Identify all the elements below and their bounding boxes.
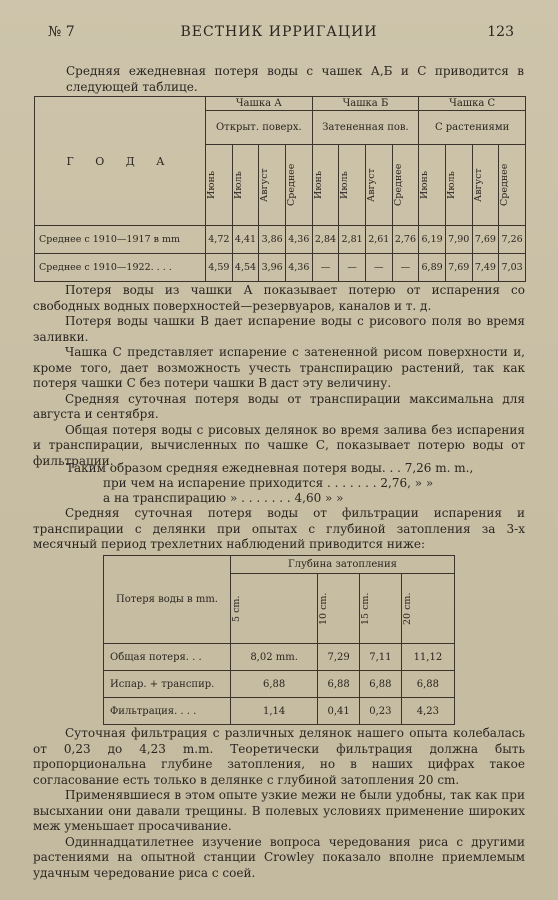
cup-b-header: Чашка Б (312, 97, 419, 111)
col-header: Июль (445, 145, 472, 226)
paragraph: Суточная фильтрация с различных делянок нашего опыта колебалась от 0,23 до 4,23 m.m. Теоретически фильтрация должна быть пропорциональна глубине затопления, но в наших цифрах такое согласование есть только в делянке с глубиной затопления 20 cm. (33, 726, 525, 787)
table-cell: 2,76 (392, 226, 419, 254)
table-cell: 2,81 (339, 226, 366, 254)
filtration-table (103, 555, 455, 725)
evaporation-table (34, 96, 526, 282)
table-cell: 0,41 (318, 698, 360, 725)
table-cell: 7,29 (318, 644, 360, 671)
table-cell: — (392, 254, 419, 282)
col-header: Среднее (392, 145, 419, 226)
summary-line-1: Таким образом средняя ежедневная потеря воды. . . 7,26 m. m., (66, 461, 474, 475)
col-header: Июль (339, 145, 366, 226)
summary-line-3: а на транспирацию » . . . . . . . 4,60 » » (103, 491, 344, 505)
table-cell: — (339, 254, 366, 282)
table-cell: 2,84 (312, 226, 339, 254)
paragraph: Потеря воды из чашки А показывает потерю от испарения со свободных водных поверхностей—резервуаров, каналов и т. д. (33, 283, 525, 313)
table-row (104, 644, 455, 671)
table-cell: 7,03 (499, 254, 526, 282)
table-cell: 7,26 (499, 226, 526, 254)
table-cell: 7,69 (445, 254, 472, 282)
depth-col-header: 10 cm. (318, 574, 360, 644)
cup-a-subtitle: Открыт. поверх. (206, 111, 313, 145)
table-cell: 7,69 (472, 226, 499, 254)
table-cell: 3,86 (259, 226, 286, 254)
table-row (104, 698, 455, 725)
col-header: Июль (232, 145, 259, 226)
depth-col-header: 5 cm. (231, 574, 318, 644)
table-cell: 3,96 (259, 254, 286, 282)
table-cell: 6,88 (360, 671, 402, 698)
table-cell: 1,14 (231, 698, 318, 725)
paragraph: Применявшиеся в этом опыте узкие межи не были удобны, так как при высыхании они давали трещины. В полевых условиях применение широких меж уменьшает просачивание. (33, 788, 525, 833)
table-cell: 7,11 (360, 644, 402, 671)
row-label: Среднее с 1910—1922. . . . (35, 254, 206, 282)
page-number: 123 (487, 24, 514, 40)
intro-paragraph: Средняя ежедневная потеря воды с чашек А,Б и С приводится в следующей таблице. (66, 64, 524, 94)
body-text-2 (33, 726, 525, 881)
col-header: Июнь (419, 145, 446, 226)
depth-col-header: 15 cm. (360, 574, 402, 644)
table-row (35, 226, 526, 254)
col-header: Август (365, 145, 392, 226)
col-header: Август (259, 145, 286, 226)
table-cell: 4,54 (232, 254, 259, 282)
years-header: Г О Д А (35, 97, 206, 226)
table-cell: 0,23 (360, 698, 402, 725)
row-label: Общая потеря. . . (104, 644, 231, 671)
journal-title: ВЕСТНИК ИРРИГАЦИИ (180, 24, 378, 40)
cup-b-subtitle: Затененная пов. (312, 111, 419, 145)
cup-c-header: Чашка С (419, 97, 526, 111)
table-cell: 7,90 (445, 226, 472, 254)
depth-header: Глубина затопления (231, 556, 455, 574)
table-cell: 7,49 (472, 254, 499, 282)
issue-number: № 7 (48, 24, 75, 40)
table-cell: 6,88 (318, 671, 360, 698)
loss-header: Потеря воды в mm. (104, 556, 231, 644)
table-cell: 8,02 mm. (231, 644, 318, 671)
paragraph: Потеря воды чашки В дает испарение воды с рисового поля во время заливки. (33, 314, 525, 344)
paragraph: Чашка С представляет испарение с затененной рисом поверхности и, кроме того, дает возможность учесть транспирацию растений, так как потеря чашки С без потери чашки В даст эту величину. (33, 345, 525, 390)
col-header: Июнь (312, 145, 339, 226)
table-cell: — (365, 254, 392, 282)
paragraph-after-summary: Средняя суточная потеря воды от фильтрации испарения и транспирации с делянки при опытах с глубиной затопления за 3-х месячный период трехлетних наблюдений приводится ниже: (33, 506, 525, 551)
row-label: Фильтрация. . . . (104, 698, 231, 725)
table-row (104, 671, 455, 698)
table-cell: 6,89 (419, 254, 446, 282)
paragraph: Общая потеря воды с рисовых делянок во время залива без испарения и транспирации, вычисленных по чашке С, показывает потерю воды от фильтрации. (33, 422, 525, 468)
paragraph: Одиннадцатилетнее изучение вопроса чередования риса с другими растениями на опытной станции Crowley показало вполне приемлемым удачным чередование риса с соей. (33, 834, 525, 880)
table-cell: 6,88 (401, 671, 454, 698)
paragraph: Средняя суточная потеря воды от транспирации максимальна для августа и сентября. (33, 391, 525, 421)
table-cell: 4,36 (285, 226, 312, 254)
table-cell: — (312, 254, 339, 282)
table-cell: 4,36 (285, 254, 312, 282)
col-header: Июнь (206, 145, 233, 226)
table-cell: 4,23 (401, 698, 454, 725)
row-label: Среднее с 1910—1917 в mm (35, 226, 206, 254)
col-header: Среднее (285, 145, 312, 226)
cup-c-subtitle: С растениями (419, 111, 526, 145)
depth-col-header: 20 cm. (401, 574, 454, 644)
row-label: Испар. + транспир. (104, 671, 231, 698)
table-cell: 6,88 (231, 671, 318, 698)
page-header (0, 24, 558, 46)
table-cell: 4,59 (206, 254, 233, 282)
table-cell: 6,19 (419, 226, 446, 254)
table-cell: 4,72 (206, 226, 233, 254)
summary-line-2: при чем на испарение приходится . . . . . . . 2,76, » » (103, 476, 434, 490)
col-header: Среднее (499, 145, 526, 226)
table-cell: 11,12 (401, 644, 454, 671)
table-cell: 2,61 (365, 226, 392, 254)
cup-a-header: Чашка А (206, 97, 313, 111)
col-header: Август (472, 145, 499, 226)
table-row (35, 254, 526, 282)
body-text-1 (33, 283, 525, 469)
table-cell: 4,41 (232, 226, 259, 254)
